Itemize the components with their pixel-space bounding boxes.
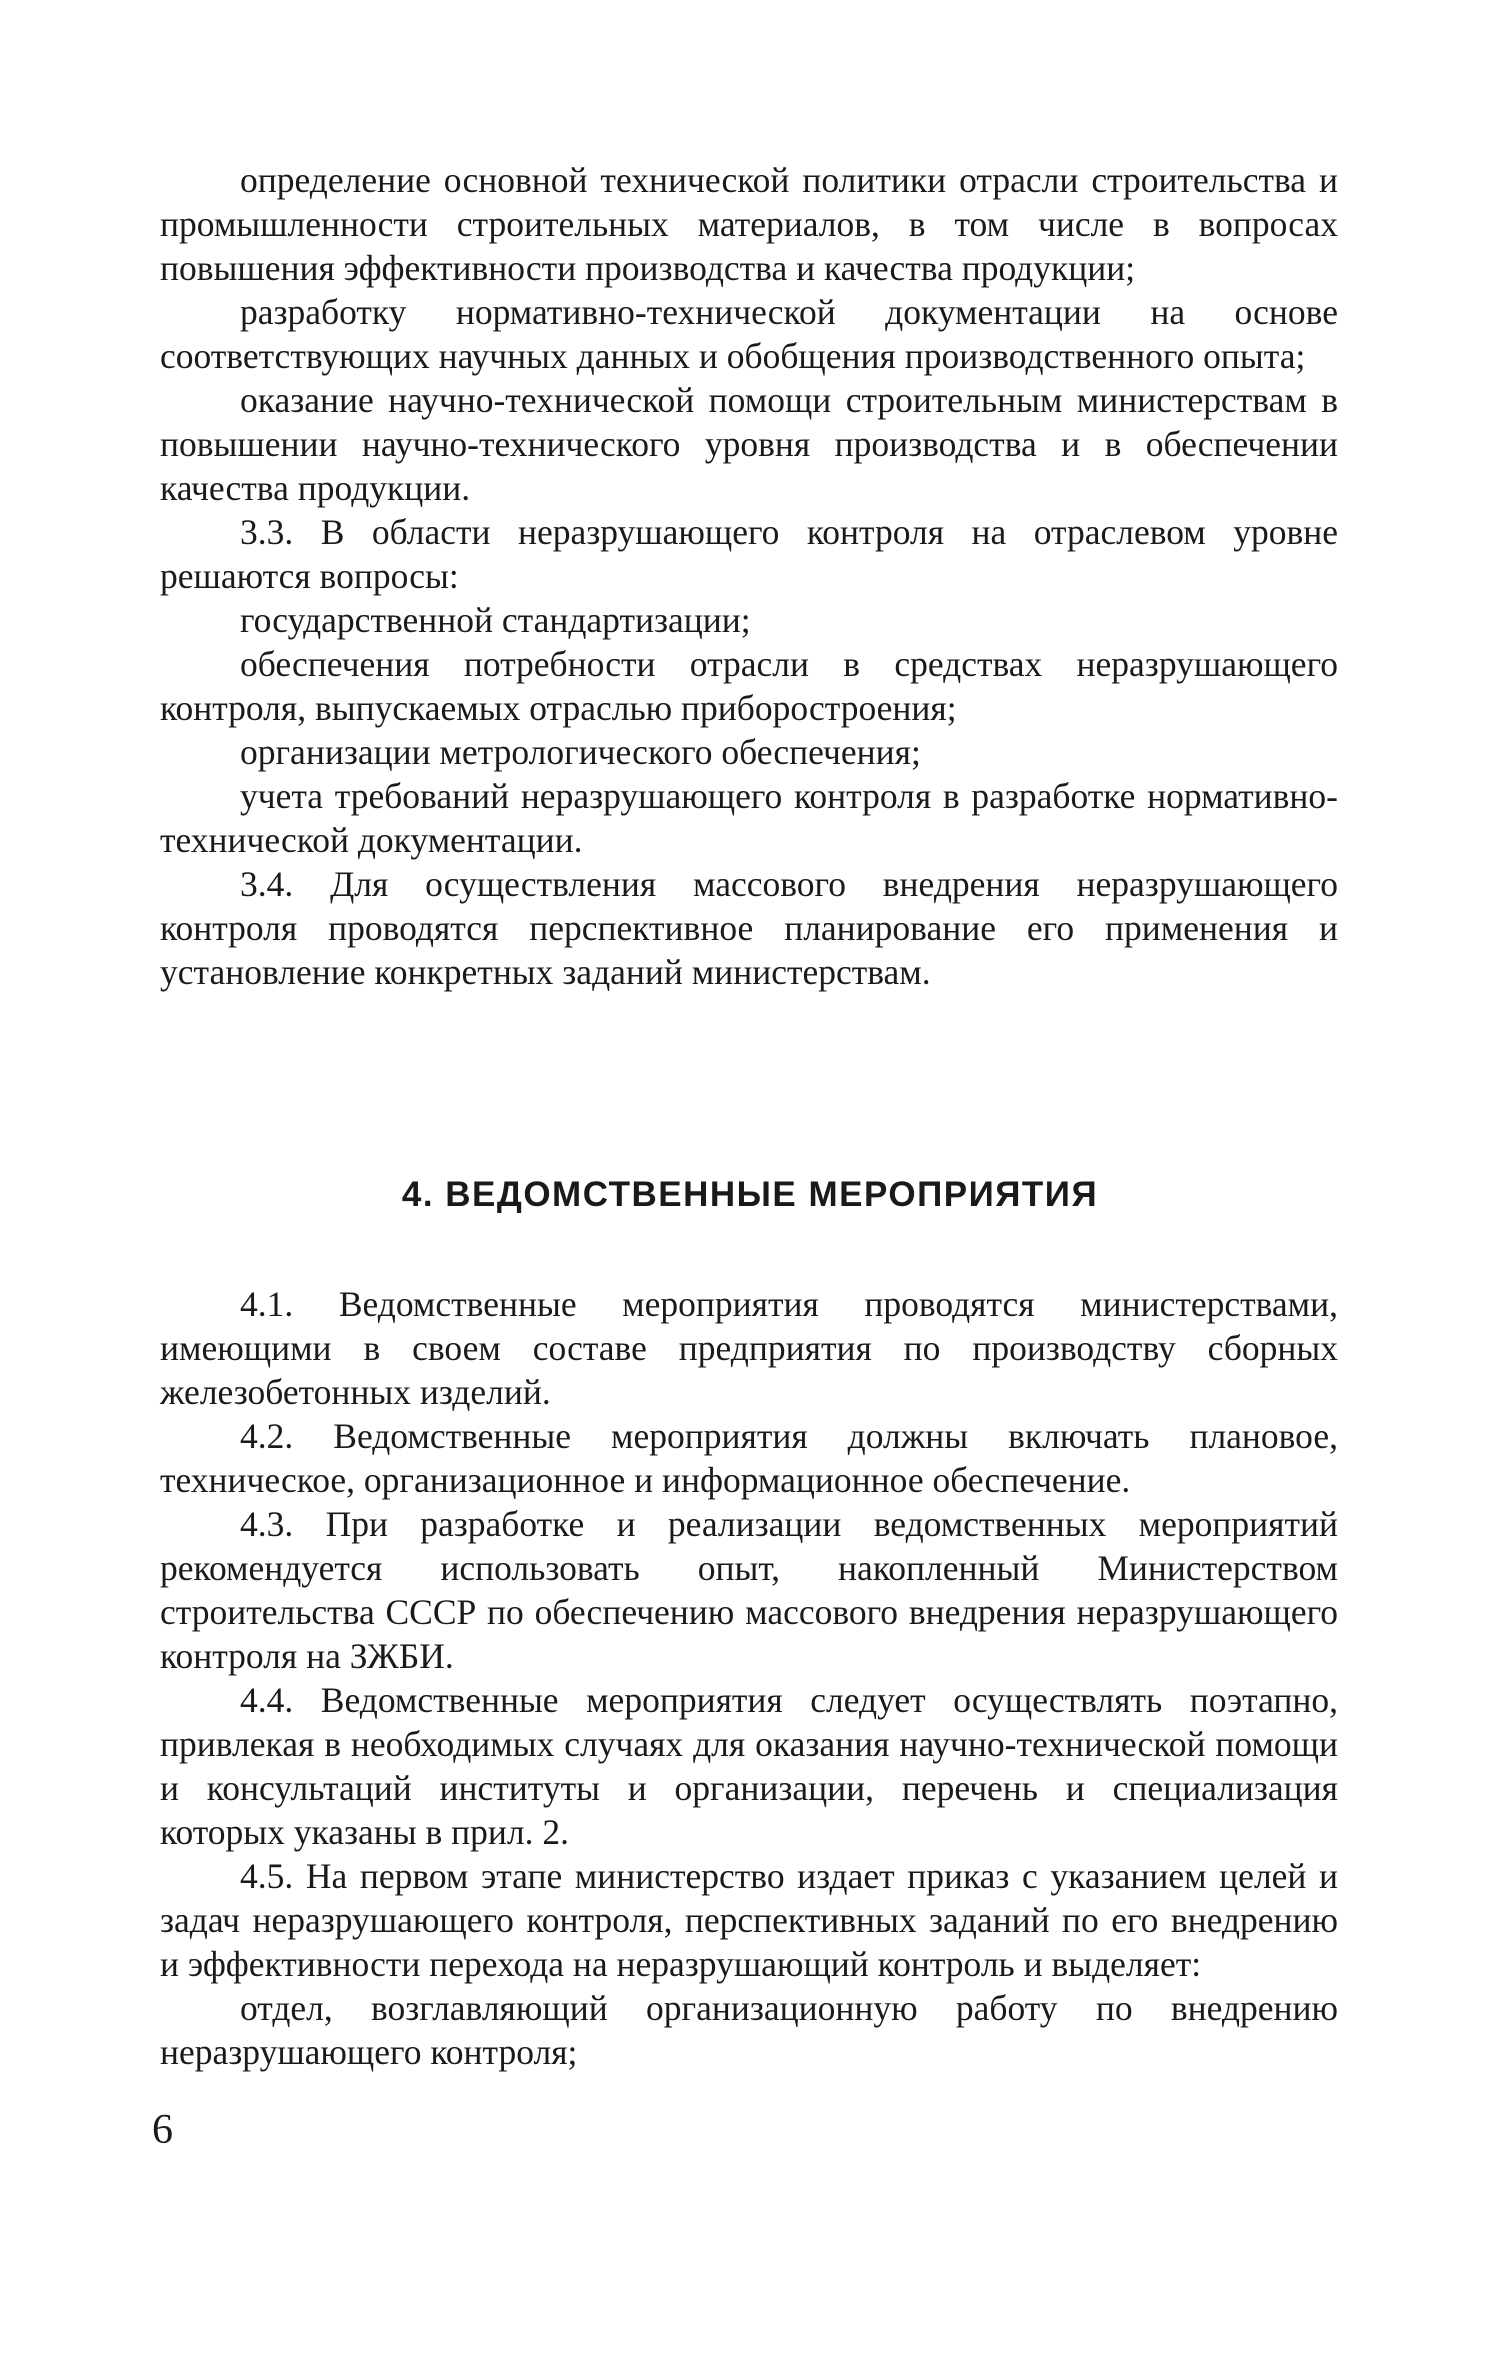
section-4-heading: 4. ВЕДОМСТВЕННЫЕ МЕРОПРИЯТИЯ <box>401 1175 1099 1214</box>
paragraph-technical-assistance: оказание научно-технической помощи строительным министерствам в повышении научно-технического уровня производства и в обеспечении качества продукции. <box>160 380 1338 508</box>
paragraph-technical-policy: определение основной технической политики отрасли строительства и промышленности строительных материалов, в том числе в вопросах повышения эффективности производства и качества продукции; <box>160 160 1338 288</box>
paragraph-4-3: 4.3. При разработке и реализации ведомственных мероприятий рекомендуется использовать опыт, накопленный Министерством строительства СССР по обеспечению массового внедрения неразрушающего контроля на ЗЖБИ. <box>160 1504 1338 1676</box>
page-number: 6 <box>152 2107 173 2153</box>
paragraph-normative-docs: разработку нормативно-технической документации на основе соответствующих научных данных и обобщения производственного опыта; <box>160 292 1338 376</box>
paragraph-4-1: 4.1. Ведомственные мероприятия проводятся министерствами, имеющими в своем составе предприятия по производству сборных железобетонных изделий. <box>160 1284 1338 1412</box>
paragraph-3-3: 3.3. В области неразрушающего контроля на отраслевом уровне решаются вопросы: <box>160 512 1338 596</box>
list-item-department: отдел, возглавляющий организационную работу по внедрению неразрушающего контроля; <box>160 1988 1338 2072</box>
list-item-standardization: государственной стандартизации; <box>240 600 751 640</box>
paragraph-4-4: 4.4. Ведомственные мероприятия следует осуществлять поэтапно, привлекая в необходимых случаях для оказания научно-технической помощи и консультаций институты и организации, перечень и специализация которых указаны в прил. 2. <box>160 1680 1338 1852</box>
list-item-requirements: учета требований неразрушающего контроля в разработке нормативно-технической документации. <box>160 776 1338 860</box>
section-4-text <box>160 1282 1338 2074</box>
paragraph-4-5: 4.5. На первом этапе министерство издает приказ с указанием целей и задач неразрушающего контроля, перспективных заданий по его внедрению и эффективности перехода на неразрушающий контроль и выделяет: <box>160 1856 1338 1984</box>
list-item-metrology: организации метрологического обеспечения; <box>240 732 921 772</box>
paragraph-4-2: 4.2. Ведомственные мероприятия должны включать плановое, техническое, организационное и информационное обеспечение. <box>160 1416 1338 1500</box>
paragraph-3-4: 3.4. Для осуществления массового внедрения неразрушающего контроля проводятся перспективное планирование его применения и установление конкретных заданий министерствам. <box>160 864 1338 992</box>
section-3-text <box>160 158 1338 994</box>
list-item-instrument-supply: обеспечения потребности отрасли в средствах неразрушающего контроля, выпускаемых отраслью приборостроения; <box>160 644 1338 728</box>
